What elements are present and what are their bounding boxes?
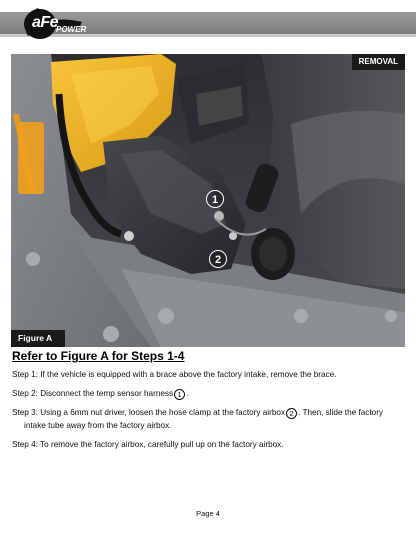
step-3-continuation: intake tube away from the factory airbox. [24, 421, 172, 430]
logo-sub-text: POWER [56, 25, 87, 34]
afe-power-logo [18, 4, 86, 42]
callout-1: 1 [206, 190, 224, 208]
callout-2: 2 [209, 250, 227, 268]
step-3-text: Step 3: Using a 6mm nut driver, loosen the hose clamp at the factory airbox [12, 408, 286, 417]
step-3 [12, 406, 404, 432]
section-title: Refer to Figure A for Steps 1-4 [12, 349, 185, 363]
removal-badge: REMOVAL [352, 54, 405, 70]
step-2-end: . [186, 389, 189, 398]
logo-main-text: aFe [32, 14, 59, 31]
step-1 [12, 368, 404, 381]
step-2 [12, 387, 404, 400]
step-3-callout: 2 [286, 408, 297, 419]
figure-label: Figure A [11, 330, 65, 347]
step-4 [12, 438, 404, 451]
step-4-text: Step 4: To remove the factory airbox, carefully pull up on the factory airbox. [12, 440, 284, 449]
step-2-text: Step 2: Disconnect the temp sensor harness [12, 389, 174, 398]
figure-a-photo [11, 54, 405, 347]
steps-list [12, 368, 404, 451]
step-2-callout: 1 [174, 389, 185, 400]
step-1-text: Step 1: If the vehicle is equipped with a brace above the factory intake, remove the brace. [12, 370, 337, 379]
page-header [0, 0, 416, 47]
step-3-after: . Then, slide the factory [298, 408, 384, 417]
page-number: Page 4 [196, 509, 220, 518]
